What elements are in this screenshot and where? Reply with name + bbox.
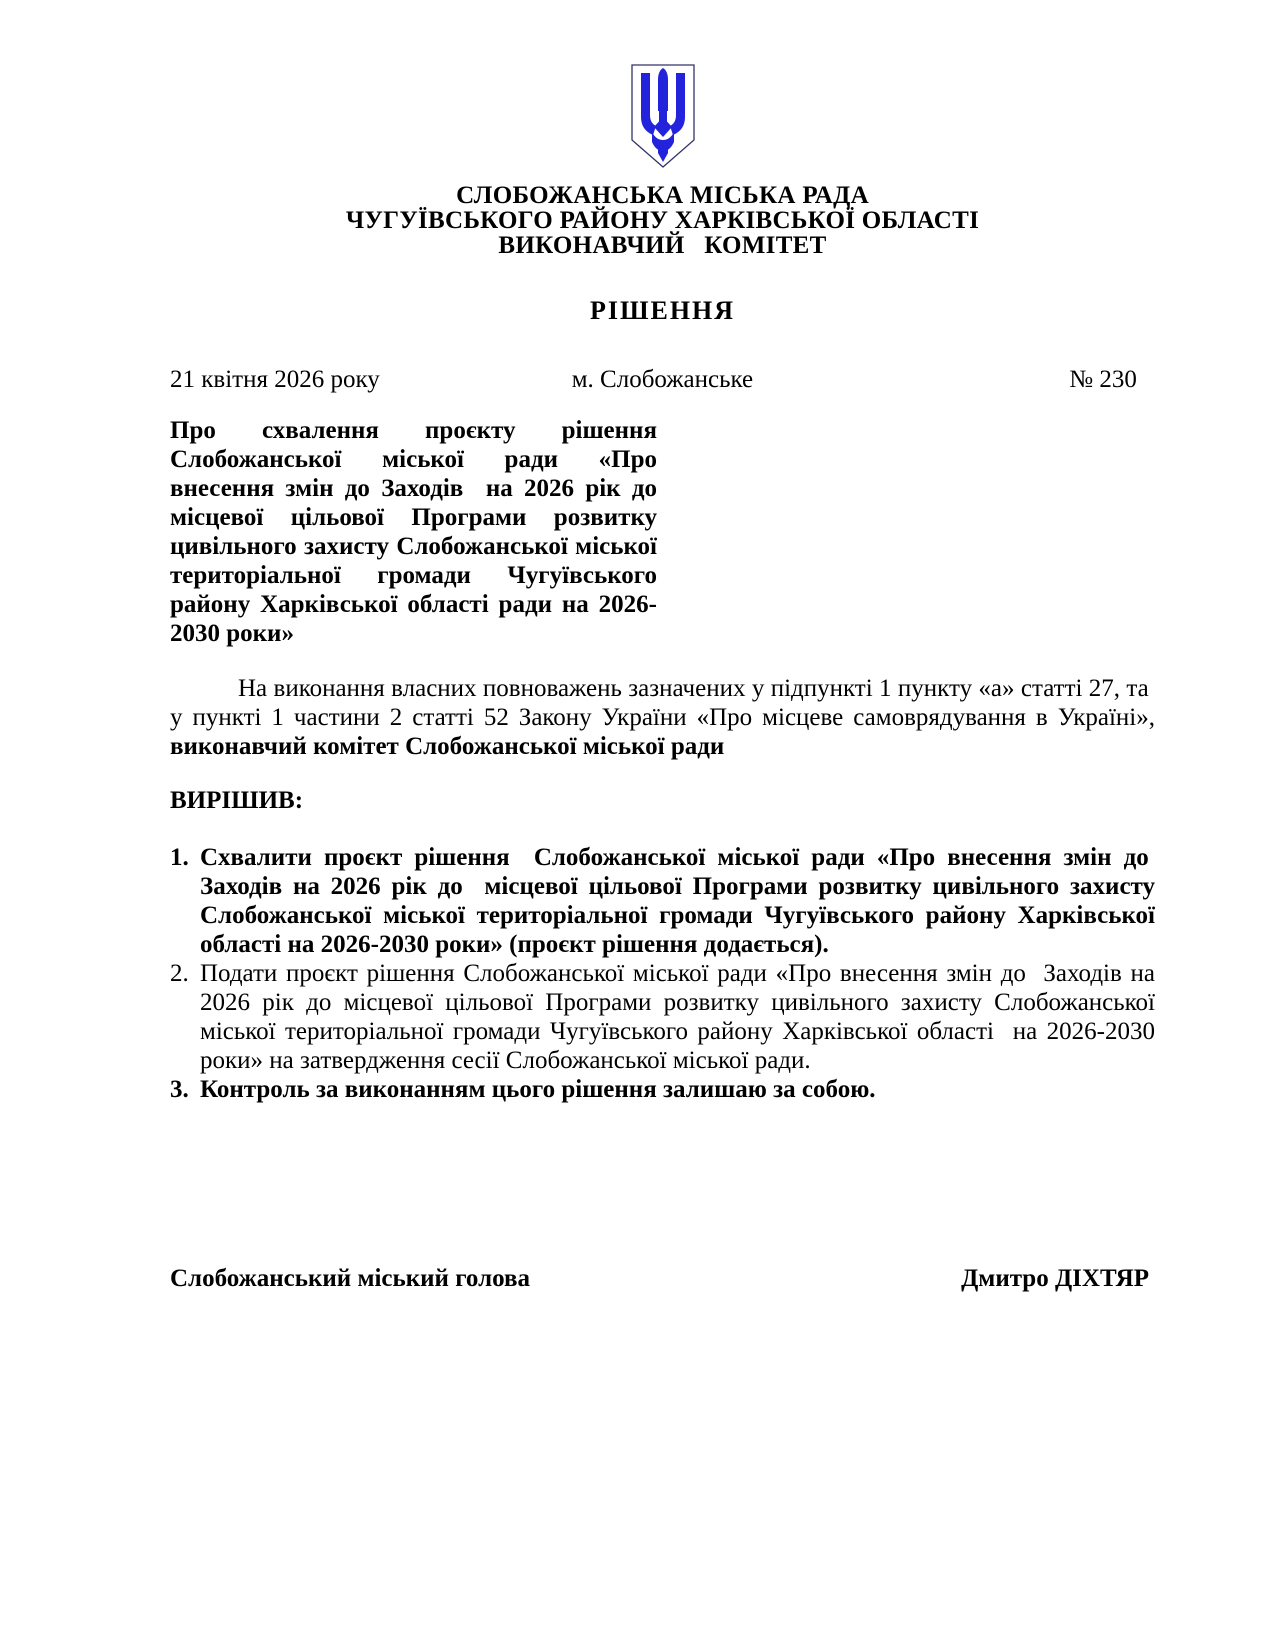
date-place-number-row — [170, 365, 1155, 394]
resolution-item — [170, 843, 1155, 959]
document-date: 21 квітня 2026 року — [170, 366, 380, 393]
preamble-bold-tail: виконавчий комітет Слобожанської міської ради — [170, 733, 725, 760]
resolution-item — [170, 1075, 1155, 1104]
document-number: № 230 — [1069, 366, 1137, 393]
document-place: м. Слобожанське — [571, 366, 754, 393]
executive-committee-line: ВИКОНАВЧИЙ КОМІТЕТ — [498, 232, 827, 259]
council-name: СЛОБОЖАНСЬКА МІСЬКА РАДА — [456, 182, 869, 209]
preamble-text: На виконання власних повноважень зазначених у підпункті 1 пункту «а» статті 27, та у пункті 1 частини 2 статті 52 Закону України «Про місцеве самоврядування в Україні», — [170, 675, 1155, 731]
preamble-paragraph — [170, 674, 1155, 761]
organization-header — [170, 183, 1155, 258]
emblem-container — [170, 62, 1155, 179]
signatory-title: Слобожанський міський голова — [170, 1265, 530, 1292]
resolution-text: Подати проєкт рішення Слобожанської міської ради «Про внесення змін до Заходів на 2026 рік до місцевої цільової Програми розвитку цивільного захисту Слобожанської міської територіальної громади Чугуївського району Харківської області на 2026-2030 роки» на затвердження сесії Слобожанської міської ради. — [200, 960, 1155, 1074]
signatory-name: Дмитро ДІХТЯР — [961, 1265, 1149, 1292]
resolution-list — [170, 843, 1155, 1104]
resolution-number: 1. — [170, 844, 189, 871]
resolution-item — [170, 959, 1155, 1075]
resolution-number: 3. — [170, 1076, 189, 1103]
resolution-number: 2. — [170, 960, 189, 987]
resolution-text: Контроль за виконанням цього рішення залишаю за собою. — [200, 1076, 876, 1103]
resolution-text: Схвалити проєкт рішення Слобожанської міської ради «Про внесення змін до Заходів на 2026 рік до місцевої цільової Програми розвитку цивільного захисту Слобожанської міської територіальної громади Чугуївського району Харківської області на 2026-2030 роки» (проєкт рішення додається). — [200, 844, 1155, 958]
document-type-title: РІШЕННЯ — [589, 296, 736, 325]
district-region-line: ЧУГУЇВСЬКОГО РАЙОНУ ХАРКІВСЬКОЇ ОБЛАСТІ — [345, 207, 980, 234]
signature-row — [170, 1264, 1155, 1293]
ukraine-trident-emblem — [628, 62, 698, 172]
subject-paragraph: Про схвалення проєкту рішення Слобожанської міської ради «Про внесення змін до Заходів на 2026 рік до місцевої цільової Програми розвитку цивільного захисту Слобожанської міської територіальної громади Чугуївського району Харківської області ради на 2026-2030 роки» — [170, 417, 657, 647]
resolved-heading: ВИРІШИВ: — [170, 787, 304, 814]
